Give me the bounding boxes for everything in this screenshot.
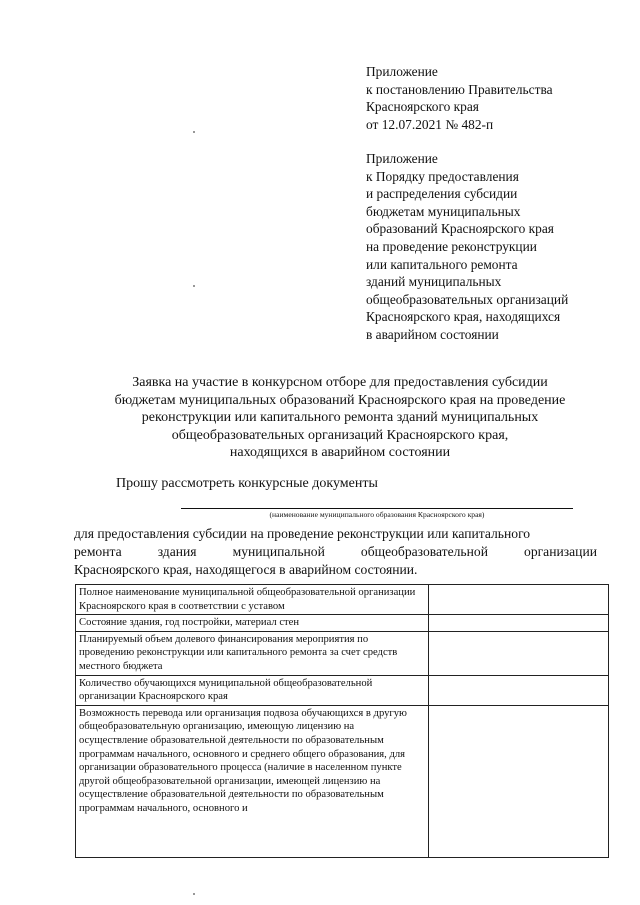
appendix-line: зданий муниципальных <box>366 274 502 290</box>
appendix-line: к постановлению Правительства <box>366 81 553 97</box>
municipality-field-caption: (наименование муниципального образования Красноярского края) <box>269 510 485 519</box>
appendix-line: Приложение <box>366 151 438 166</box>
table-row <box>76 705 609 857</box>
body-word: муниципальной <box>232 544 325 560</box>
title-line: находящихся в аварийном состоянии <box>229 445 451 461</box>
body-line-justified <box>74 543 597 561</box>
application-info-table <box>75 584 609 858</box>
appendix-line: к Порядку предоставления <box>366 168 519 184</box>
body-word: общеобразовательной <box>360 544 488 560</box>
appendix-line: образований Красноярского края <box>366 221 554 237</box>
document-title <box>40 374 640 462</box>
municipality-fill-line <box>181 508 573 509</box>
appendix-line: Красноярского края <box>366 99 479 115</box>
table-row <box>76 615 609 632</box>
title-line: Заявка на участие в конкурсном отборе для предоставления субсидии <box>132 375 548 390</box>
appendix-line: Приложение <box>366 64 438 79</box>
body-word: здания <box>157 544 197 560</box>
appendix-line: и распределения субсидии <box>366 186 518 202</box>
row-value <box>429 705 609 857</box>
appendix-line: бюджетам муниципальных <box>366 203 521 219</box>
scan-speck <box>193 131 195 133</box>
appendix-line: или капитального ремонта <box>366 256 518 272</box>
body-word: ремонта <box>74 544 122 560</box>
title-line: бюджетам муниципальных образований Красноярского края на проведение <box>114 392 566 408</box>
row-label: Количество обучающихся муниципальной общеобразовательной организации Красноярского края <box>76 675 429 705</box>
appendix-line: от 12.07.2021 № 482-п <box>366 116 494 132</box>
row-value <box>429 585 609 615</box>
row-label: Возможность перевода или организация подвоза обучающихся в другую общеобразовательную организацию, имеющую лицензию на осуществление образовательной деятельности по образовательным программам начального, основного и среднего общего образования, для организации образовательного процесса (наличие в населенном пункте другой общеобразовательной организации, имеющей лицензию на осуществление образовательной деятельности по образовательным программам начального, основного и <box>76 705 429 857</box>
appendix-line: в аварийном состоянии <box>366 326 499 342</box>
body-line: для предоставления субсидии на проведение реконструкции или капитального <box>74 526 531 541</box>
row-label: Планируемый объем долевого финансирования мероприятия по проведению реконструкции или капитального ремонта за счет средств местного бюджета <box>76 631 429 675</box>
title-line: общеобразовательных организаций Красноярского края, <box>171 427 509 443</box>
scan-speck <box>193 285 195 287</box>
row-value <box>429 675 609 705</box>
table-row <box>76 631 609 675</box>
body-paragraph <box>74 525 597 580</box>
row-label: Состояние здания, год постройки, материал стен <box>76 615 429 632</box>
appendix-line: на проведение реконструкции <box>366 238 537 254</box>
appendix-line: общеобразовательных организаций <box>366 291 569 307</box>
title-line: реконструкции или капитального ремонта зданий муниципальных <box>141 410 539 426</box>
appendix-header-resolution <box>366 63 553 133</box>
appendix-header-order <box>366 150 568 344</box>
request-text: Прошу рассмотреть конкурсные документы <box>116 476 378 491</box>
row-label: Полное наименование муниципальной общеобразовательной организации Красноярского края в соответствии с уставом <box>76 585 429 615</box>
appendix-line: Красноярского края, находящихся <box>366 309 561 325</box>
body-word: организации <box>524 544 597 560</box>
row-value <box>429 615 609 632</box>
table-row <box>76 675 609 705</box>
body-line: Красноярского края, находящегося в аварийном состоянии. <box>74 562 418 578</box>
scan-speck <box>193 893 195 895</box>
row-value <box>429 631 609 675</box>
table-row <box>76 585 609 615</box>
